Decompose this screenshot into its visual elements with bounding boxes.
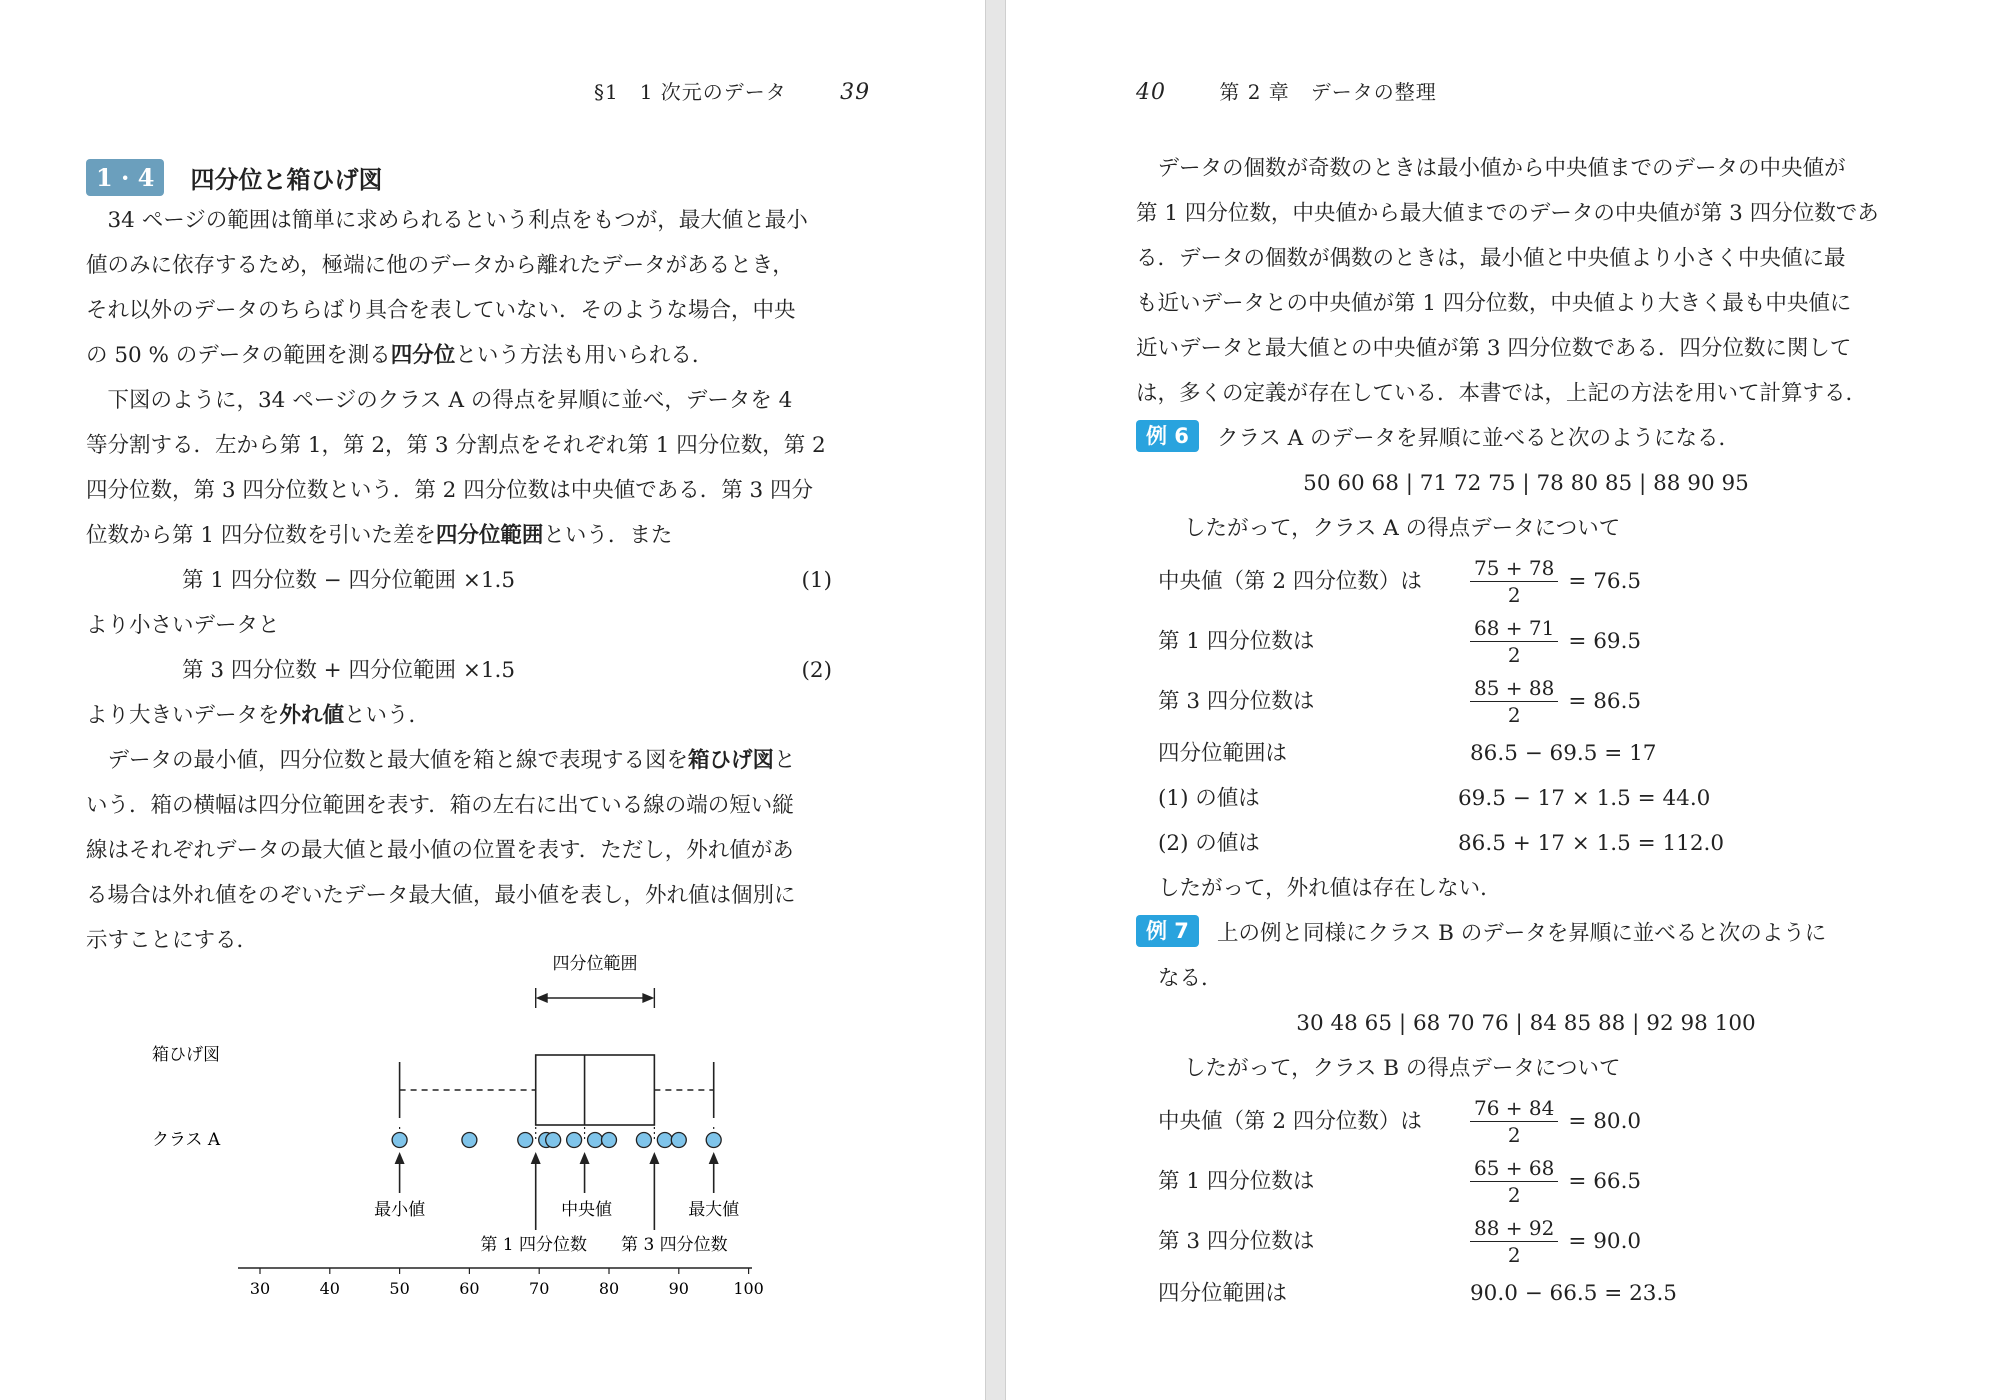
text-line: したがって，クラス B の得点データについて bbox=[1184, 1056, 1621, 1081]
data-point bbox=[588, 1133, 603, 1148]
keyword: 箱ひげ図 bbox=[688, 748, 775, 773]
boxplot-figure bbox=[0, 940, 985, 1300]
text-line: したがって，クラス A の得点データについて bbox=[1184, 516, 1621, 541]
fraction bbox=[1470, 1155, 1558, 1208]
boxplot-label: 箱ひげ図 bbox=[152, 1045, 220, 1065]
max-arrow-head bbox=[709, 1152, 719, 1164]
calc-label: 第 3 四分位数は bbox=[1158, 1228, 1315, 1254]
formula-2 bbox=[86, 648, 856, 693]
paragraph bbox=[86, 198, 856, 378]
text-line: 線はそれぞれデータの最大値と最小値の位置を表す．ただし，外れ値があ bbox=[86, 838, 794, 863]
numerator: 85 + 88 bbox=[1470, 675, 1558, 702]
x-tick-label: 30 bbox=[249, 1279, 271, 1298]
example-badge: 例 6 bbox=[1136, 420, 1199, 452]
calc-expression: 86.5 − 69.5 = 17 bbox=[1470, 741, 1657, 766]
iqr-label: 四分位範囲 bbox=[552, 954, 638, 974]
formula-1 bbox=[86, 558, 856, 603]
calc-row bbox=[1136, 1091, 1916, 1151]
x-tick-label: 50 bbox=[389, 1279, 410, 1298]
formula-text: 第 3 四分位数 + 四分位範囲 ×1.5 bbox=[182, 658, 516, 683]
calc-label: (1) の値は bbox=[1158, 786, 1260, 811]
calc-expression: 86.5 + 17 × 1.5 = 112.0 bbox=[1458, 831, 1725, 856]
text-line: 四分位数，第 3 四分位数という．第 2 四分位数は中央値である．第 3 四分 bbox=[86, 478, 814, 503]
text-line: 位数から第 1 四分位数を引いた差を bbox=[86, 523, 436, 548]
text-line: クラス A のデータを昇順に並べると次のようになる． bbox=[1216, 426, 1740, 451]
keyword: 外れ値 bbox=[279, 703, 345, 728]
data-point bbox=[602, 1133, 617, 1148]
right-page bbox=[1006, 0, 1992, 1400]
result: = 86.5 bbox=[1568, 688, 1642, 714]
q3-arrow-head bbox=[649, 1152, 659, 1164]
running-head-right bbox=[1136, 76, 1437, 105]
calc-label: 四分位範囲は bbox=[1158, 1281, 1288, 1306]
x-tick-label: 100 bbox=[733, 1279, 764, 1298]
data-sequence: 50 60 68 | 71 72 75 | 78 80 85 | 88 90 95 bbox=[1303, 471, 1749, 496]
formula-text: 第 1 四分位数 − 四分位範囲 ×1.5 bbox=[182, 568, 516, 593]
min-arrow-head bbox=[395, 1152, 405, 1164]
paragraph bbox=[86, 738, 856, 963]
text-line: 第 1 四分位数，中央値から最大値までのデータの中央値が第 3 四分位数であ bbox=[1136, 201, 1879, 226]
numerator: 76 + 84 bbox=[1470, 1095, 1558, 1122]
calc-row bbox=[1136, 776, 1916, 821]
q1-arrow-head bbox=[531, 1152, 541, 1164]
calc-label: 第 1 四分位数は bbox=[1158, 1168, 1315, 1194]
left-page bbox=[0, 0, 985, 1400]
x-tick-label: 80 bbox=[598, 1279, 620, 1298]
text-line: 値のみに依存するため，極端に他のデータから離れたデータがあるとき， bbox=[86, 253, 794, 278]
fraction bbox=[1470, 615, 1558, 668]
running-head-text: 第 2 章 データの整理 bbox=[1219, 80, 1437, 104]
max-label: 最大値 bbox=[688, 1200, 740, 1220]
page-number: 39 bbox=[840, 80, 871, 105]
formula-number: (1) bbox=[801, 568, 832, 593]
text-line: いう．箱の横幅は四分位範囲を表す．箱の左右に出ている線の端の短い縦 bbox=[86, 793, 794, 818]
calc-row bbox=[1136, 731, 1916, 776]
median-label: 中央値 bbox=[561, 1200, 613, 1220]
calc-label: 四分位範囲は bbox=[1158, 741, 1288, 766]
right-body bbox=[1136, 146, 1916, 1316]
calc-label: 第 3 四分位数は bbox=[1158, 688, 1315, 714]
section-title: 四分位と箱ひげ図 bbox=[190, 165, 383, 194]
text-line: それ以外のデータのちらばり具合を表していない．そのような場合，中央 bbox=[86, 298, 796, 323]
iqr-arrow-right bbox=[642, 993, 654, 1003]
numerator: 68 + 71 bbox=[1470, 615, 1558, 642]
denominator: 2 bbox=[1507, 1122, 1521, 1147]
data-point bbox=[671, 1133, 686, 1148]
median-arrow-head bbox=[580, 1152, 590, 1164]
page-number: 40 bbox=[1136, 80, 1166, 105]
fraction bbox=[1470, 675, 1558, 728]
calc-expression: 90.0 − 66.5 = 23.5 bbox=[1470, 1281, 1677, 1306]
text-line: データの個数が奇数のときは最小値から中央値までのデータの中央値が bbox=[1157, 156, 1846, 181]
fraction bbox=[1470, 555, 1558, 608]
text-line: 等分割する．左から第 1，第 2，第 3 分割点をそれぞれ第 1 四分位数，第 2 bbox=[86, 433, 826, 458]
result: = 90.0 bbox=[1568, 1228, 1642, 1254]
q3-label: 第 3 四分位数 bbox=[621, 1235, 728, 1255]
denominator: 2 bbox=[1507, 642, 1521, 667]
data-point bbox=[546, 1133, 561, 1148]
class-a-label: クラス A bbox=[152, 1130, 221, 1150]
denominator: 2 bbox=[1507, 1182, 1521, 1207]
text-line: という．また bbox=[543, 523, 673, 548]
fraction bbox=[1470, 1215, 1558, 1268]
left-body bbox=[86, 198, 856, 963]
running-head-left bbox=[594, 76, 870, 105]
calc-row bbox=[1136, 671, 1916, 731]
result: = 69.5 bbox=[1568, 628, 1642, 654]
x-tick-label: 40 bbox=[319, 1279, 340, 1298]
text-line: なる． bbox=[1158, 966, 1223, 991]
text-line: という方法も用いられる． bbox=[455, 343, 714, 368]
text-line: 近いデータと最大値との中央値が第 3 四分位数である．四分位数に関して bbox=[1136, 336, 1852, 361]
calc-label: 中央値（第 2 四分位数）は bbox=[1158, 568, 1422, 594]
denominator: 2 bbox=[1507, 702, 1521, 727]
example-7-heading bbox=[1136, 911, 1916, 956]
text-line: より大きいデータを bbox=[86, 703, 280, 728]
example-badge: 例 7 bbox=[1136, 915, 1199, 947]
calc-label: 中央値（第 2 四分位数）は bbox=[1158, 1108, 1422, 1134]
calc-label: (2) の値は bbox=[1158, 831, 1260, 856]
formula-number: (2) bbox=[801, 658, 832, 683]
example-6-heading bbox=[1136, 416, 1916, 461]
text-line: 下図のように，34 ページのクラス A の得点を昇順に並べ，データを 4 bbox=[107, 388, 793, 413]
text-line: 上の例と同様にクラス B のデータを昇順に並べると次のように bbox=[1216, 921, 1827, 946]
text-line: と bbox=[774, 748, 796, 773]
text-line: という． bbox=[344, 703, 431, 728]
denominator: 2 bbox=[1507, 582, 1521, 607]
data-sequence: 30 48 65 | 68 70 76 | 84 85 88 | 92 98 100 bbox=[1296, 1011, 1756, 1036]
data-point bbox=[636, 1133, 651, 1148]
data-point bbox=[706, 1133, 721, 1148]
keyword: 四分位範囲 bbox=[435, 523, 544, 548]
calc-row bbox=[1136, 1151, 1916, 1211]
data-point bbox=[518, 1133, 533, 1148]
min-label: 最小値 bbox=[374, 1200, 426, 1220]
calc-label: 第 1 四分位数は bbox=[1158, 628, 1315, 654]
data-point bbox=[567, 1133, 582, 1148]
numerator: 88 + 92 bbox=[1470, 1215, 1558, 1242]
data-point bbox=[392, 1133, 407, 1148]
text-line: は，多くの定義が存在している．本書では，上記の方法を用いて計算する． bbox=[1136, 381, 1868, 406]
keyword: 四分位 bbox=[390, 343, 456, 368]
fraction bbox=[1470, 1095, 1558, 1148]
section-number-badge: 1 · 4 bbox=[86, 159, 164, 196]
calc-row bbox=[1136, 1271, 1916, 1316]
result: = 66.5 bbox=[1568, 1168, 1642, 1194]
section-heading bbox=[86, 156, 382, 198]
calc-row bbox=[1136, 821, 1916, 866]
text-line: も近いデータとの中央値が第 1 四分位数，中央値より大きく最も中央値に bbox=[1136, 291, 1852, 316]
calc-row bbox=[1136, 551, 1916, 611]
data-point bbox=[657, 1133, 672, 1148]
text-line: より小さいデータと bbox=[86, 613, 280, 638]
text-line: の 50 % のデータの範囲を測る bbox=[86, 343, 391, 368]
numerator: 65 + 68 bbox=[1470, 1155, 1558, 1182]
result: = 80.0 bbox=[1568, 1108, 1642, 1134]
q1-label: 第 1 四分位数 bbox=[480, 1235, 588, 1255]
x-tick-label: 60 bbox=[459, 1279, 480, 1298]
numerator: 75 + 78 bbox=[1470, 555, 1558, 582]
text-line bbox=[86, 693, 856, 738]
text-line: 示すことにする． bbox=[86, 928, 259, 953]
paragraph bbox=[86, 378, 856, 558]
text-line: したがって，外れ値は存在しない． bbox=[1158, 876, 1502, 901]
x-tick-label: 70 bbox=[529, 1279, 550, 1298]
iqr-arrow-left bbox=[536, 993, 548, 1003]
calc-row bbox=[1136, 1211, 1916, 1271]
calc-row bbox=[1136, 611, 1916, 671]
denominator: 2 bbox=[1507, 1242, 1521, 1267]
calc-expression: 69.5 − 17 × 1.5 = 44.0 bbox=[1458, 786, 1711, 811]
running-head-text: §1 1 次元のデータ bbox=[594, 80, 787, 104]
paragraph bbox=[1136, 146, 1916, 416]
text-line: る場合は外れ値をのぞいたデータ最大値，最小値を表し，外れ値は個別に bbox=[86, 883, 796, 908]
text-line: データの最小値，四分位数と最大値を箱と線で表現する図を bbox=[107, 748, 689, 773]
text-line: 34 ページの範囲は簡単に求められるという利点をもつが，最大値と最小 bbox=[107, 208, 808, 233]
data-point bbox=[462, 1133, 477, 1148]
result: = 76.5 bbox=[1568, 568, 1642, 594]
text-line: る．データの個数が偶数のときは，最小値と中央値より小さく中央値に最 bbox=[1136, 246, 1846, 271]
x-tick-label: 90 bbox=[668, 1279, 689, 1298]
iqr-box bbox=[536, 1055, 655, 1125]
